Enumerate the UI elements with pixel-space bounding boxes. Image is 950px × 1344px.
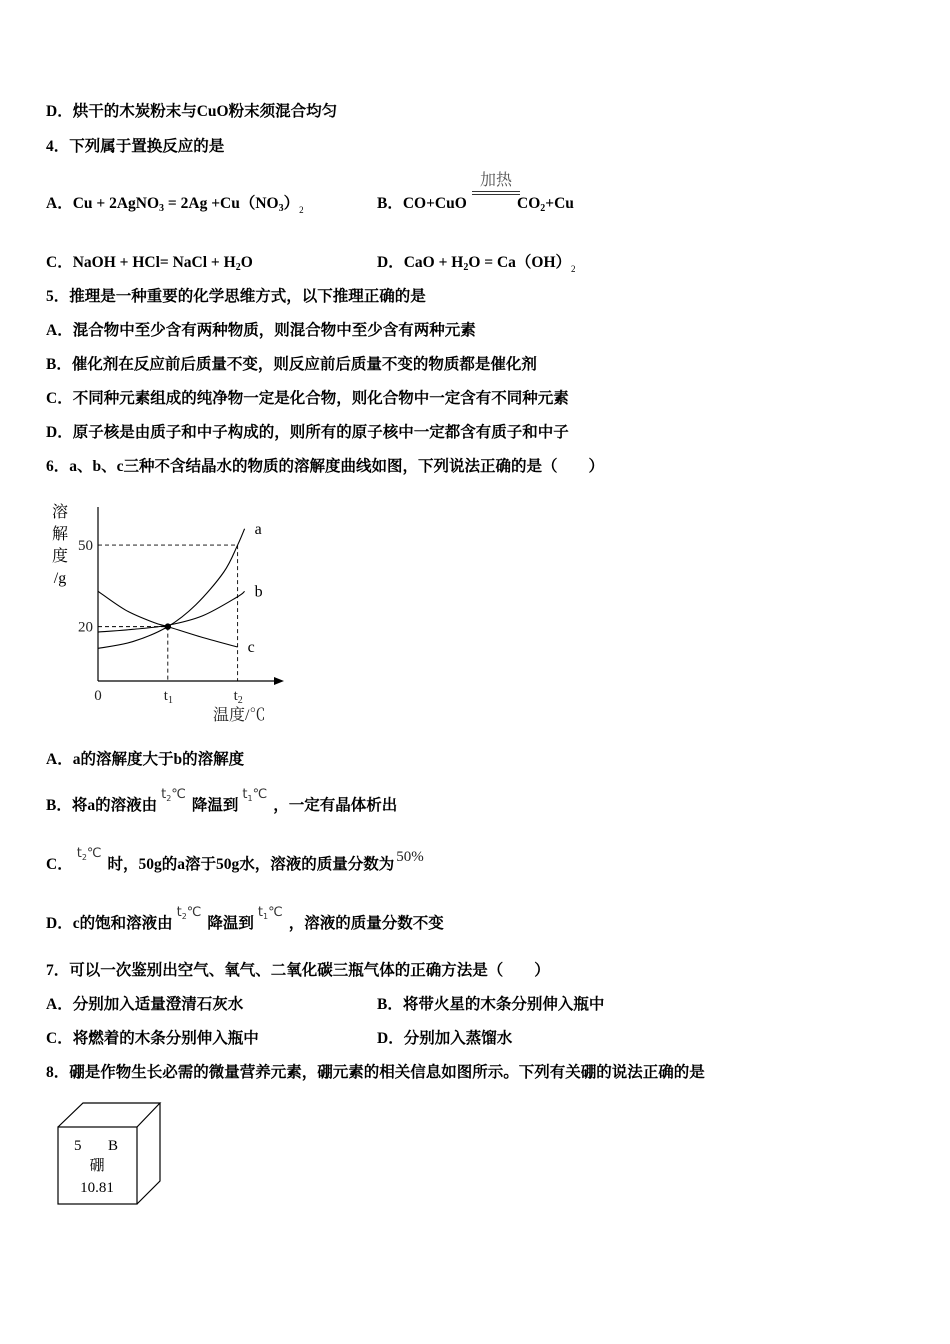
y-label-char-1: 解: [51, 526, 69, 543]
q4c-suffix: O: [240, 254, 253, 271]
y-label-char-3: /g: [53, 570, 67, 587]
atomic-mass: 10.81: [80, 1180, 114, 1196]
q4c-sub: 2: [235, 262, 241, 273]
q5-option-b: B．催化剂在反应前后质量不变，则反应前后质量不变的物质都是催化剂: [46, 356, 537, 373]
q6d-prefix: D．c的饱和溶液由: [46, 915, 173, 932]
q4b-sub: 2: [540, 203, 546, 214]
y-label-char-0: 溶: [51, 504, 69, 521]
q4a-sub3: 2: [299, 205, 304, 215]
guide-lines: [98, 545, 238, 681]
reaction-condition: [472, 172, 520, 195]
q4-option-b-product: [517, 194, 574, 219]
q5-stem: 5．推理是一种重要的化学思维方式，以下推理正确的是: [46, 288, 426, 305]
q4d-mid: O = Ca（OH）: [468, 254, 572, 271]
element-name: 硼: [89, 1158, 105, 1174]
q7-option-a: A．分别加入适量澄清石灰水: [46, 996, 244, 1013]
element-symbol: B: [108, 1138, 119, 1154]
q6c-prefix: C．: [46, 856, 73, 873]
q6c-mid: 时，50g的a溶于50g水，溶液的质量分数为: [107, 856, 395, 873]
series-c-label: c: [247, 639, 255, 657]
intersection-point: [165, 623, 171, 629]
y-axis-label: [52, 503, 68, 587]
q6b-mid: 降温到: [191, 797, 239, 814]
q4a-prefix: A．Cu + 2AgNO: [46, 195, 160, 212]
q4a-mid: = 2Ag +Cu（NO: [164, 195, 279, 212]
q6b-prefix: B．将a的溶液由: [46, 797, 158, 814]
q4a-sub2: 3: [278, 203, 284, 214]
q5-option-d: D．原子核是由质子和中子构成的，则所有的原子核中一定都含有质子和中子: [46, 424, 569, 441]
x-tick-t2: $t_2$: [233, 688, 243, 706]
t1-label: $t_1℃$: [257, 905, 283, 921]
q7-option-b: B．将带火星的木条分别伸入瓶中: [377, 996, 605, 1013]
q6d-suffix: ，溶液的质量分数不变: [288, 915, 444, 932]
q6-option-a: A．a的溶解度大于b的溶解度: [46, 751, 245, 768]
q4-option-a: [46, 194, 304, 220]
series-b-label: b: [254, 583, 263, 601]
q4a-close: ）: [283, 195, 300, 212]
q4-option-d: [377, 253, 576, 279]
heating-condition-label: 加热: [479, 170, 512, 189]
q6-option-b: [46, 787, 398, 821]
q4-option-b: [377, 194, 467, 214]
q4-option-c: [46, 253, 253, 278]
q6d-mid: 降温到: [207, 915, 254, 932]
q4b-prefix: B．CO+CuO: [377, 195, 467, 212]
series-c-line: [98, 591, 238, 647]
t2-label: $t_2℃$: [76, 846, 102, 862]
q6-option-d: [46, 905, 444, 939]
q4a-sub1: 3: [159, 203, 165, 214]
y-tick-20: 20: [78, 619, 93, 636]
q4d-sub: 2: [463, 262, 469, 273]
q3-option-d: D．烘干的木炭粉末与CuO粉末须混合均匀: [46, 103, 338, 120]
boron-element-card: [55, 1100, 167, 1208]
q7-option-c: C．将燃着的木条分别伸入瓶中: [46, 1030, 259, 1047]
q4d-prefix: D．CaO + H: [377, 254, 464, 271]
q4-stem: 4．下列属于置换反应的是: [46, 138, 225, 155]
series-b-line: [98, 591, 245, 632]
q7-stem: 7．可以一次鉴别出空气、氧气、二氧化碳三瓶气体的正确方法是（ ）: [46, 962, 550, 979]
series-a-label: a: [254, 520, 262, 538]
reaction-equals-sign: [472, 191, 520, 195]
x-tick-t1: $t_1$: [163, 688, 173, 706]
atomic-number: 5: [74, 1138, 82, 1154]
solubility-chart: [40, 495, 300, 730]
q6-stem: 6．a、b、c三种不含结晶水的物质的溶解度曲线如图，下列说法正确的是（ ）: [46, 458, 605, 475]
q4b-product: CO: [517, 195, 541, 212]
q8-stem: 8．硼是作物生长必需的微量营养元素，硼元素的相关信息如图所示。下列有关硼的说法正确的是: [46, 1064, 705, 1081]
q5-option-c: C．不同种元素组成的纯净物一定是化合物，则化合物中一定含有不同种元素: [46, 390, 569, 407]
t2-label: $t_2℃$: [161, 787, 186, 803]
mass-fraction-value: 50%: [396, 849, 424, 865]
q4d-sub2: 2: [571, 264, 576, 274]
origin-label: 0: [94, 688, 102, 704]
t2-label: $t_2℃$: [176, 905, 202, 921]
q4c-prefix: C．NaOH + HCl= NaCl + H: [46, 254, 236, 271]
t1-label: $t_1℃$: [242, 787, 268, 803]
x-axis-arrow: [274, 677, 284, 685]
q7-option-d: D．分别加入蒸馏水: [377, 1030, 513, 1047]
y-label-char-2: 度: [51, 548, 69, 565]
q5-option-a: A．混合物中至少含有两种物质，则混合物中至少含有两种元素: [46, 322, 476, 339]
x-axis-label: 温度/℃: [213, 707, 266, 724]
q6b-suffix: ，一定有晶体析出: [273, 797, 398, 814]
q4b-suffix: +Cu: [545, 195, 574, 212]
card-top-face: [58, 1103, 160, 1127]
q6-option-c: [46, 846, 424, 880]
card-side-face: [137, 1103, 160, 1204]
y-tick-50: 50: [78, 538, 93, 555]
